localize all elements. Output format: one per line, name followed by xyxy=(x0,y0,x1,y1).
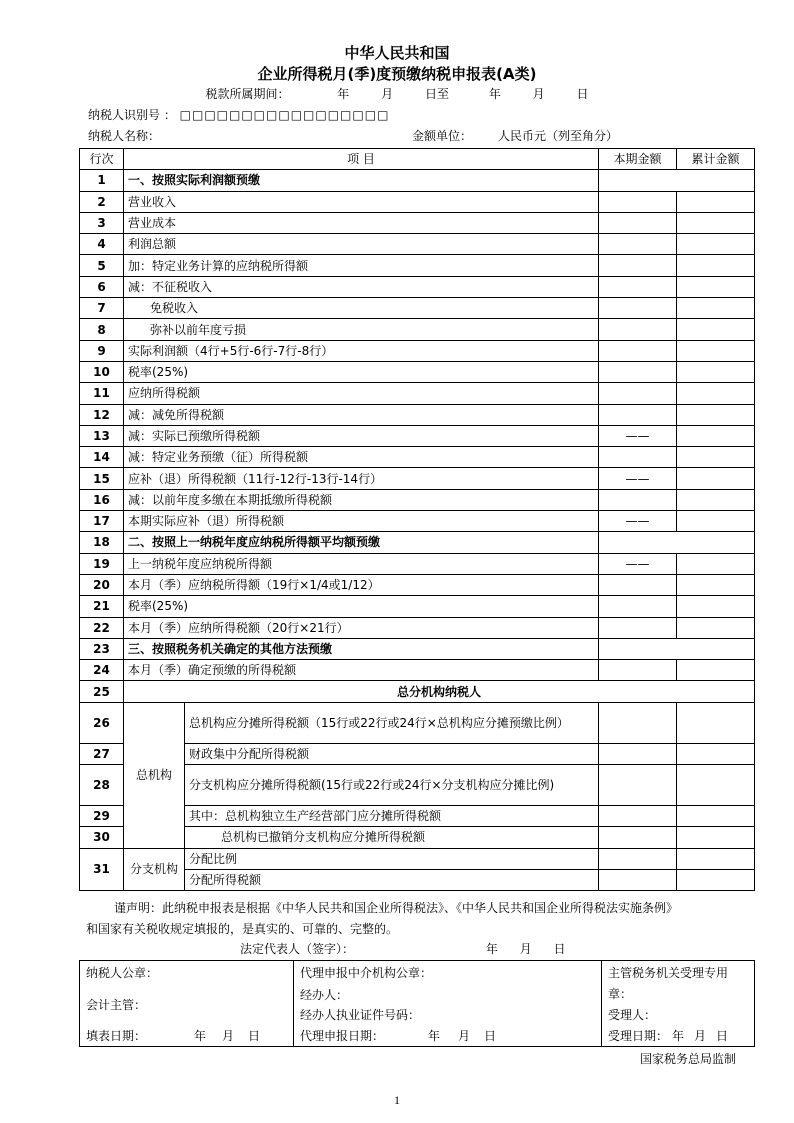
line-no: 2 xyxy=(80,191,124,212)
line-no: 10 xyxy=(80,361,124,382)
branch-group-label: 分支机构 xyxy=(124,848,185,891)
row-label: 分支机构应分摊所得税额(15行或22行或24行×分支机构应分摊比例) xyxy=(185,765,599,806)
current-amount-cell[interactable] xyxy=(599,848,677,869)
cumulative-amount-cell[interactable] xyxy=(677,425,755,446)
row-label: 本月（季）确定预缴的所得税额 xyxy=(124,660,599,681)
cumulative-amount-cell[interactable] xyxy=(677,848,755,869)
table-row xyxy=(80,511,755,532)
current-amount-cell[interactable] xyxy=(599,702,677,743)
line-no: 28 xyxy=(80,765,124,806)
current-amount-cell[interactable] xyxy=(599,596,677,617)
accept-date-month: 月 xyxy=(694,1029,707,1043)
table-row xyxy=(80,660,755,681)
authority-seal-label-line2: 章： xyxy=(608,987,633,1001)
table-row xyxy=(80,212,755,233)
row-label: 营业成本 xyxy=(124,212,599,233)
current-amount-cell[interactable] xyxy=(599,617,677,638)
amount-unit-label: 金额单位： xyxy=(412,129,473,143)
line-no: 1 xyxy=(80,170,124,191)
accept-date-year: 年 xyxy=(672,1029,685,1043)
table-row xyxy=(80,425,755,446)
amount-unit-value: 人民币元（列至角分） xyxy=(498,129,619,143)
table-row xyxy=(80,702,755,743)
declaration-line1: 谨声明：此纳税申报表是根据《中华人民共和国企业所得税法》、《中华人民共和国企业所得税法实施条例》 xyxy=(114,901,679,915)
section-heading: 总分机构纳税人 xyxy=(124,681,755,702)
line-no: 16 xyxy=(80,489,124,510)
table-row xyxy=(80,191,755,212)
legal-rep-signature xyxy=(240,940,584,957)
cumulative-amount-cell[interactable] xyxy=(677,806,755,827)
current-amount-cell[interactable] xyxy=(599,806,677,827)
row-label: 一、按照实际利润额预缴 xyxy=(124,170,599,191)
row-label: 减：特定业务预缴（征）所得税额 xyxy=(124,447,599,468)
form-title-line1: 中华人民共和国 xyxy=(344,44,450,62)
section-blank xyxy=(599,532,755,553)
cumulative-amount-cell[interactable] xyxy=(677,511,755,532)
line-no: 7 xyxy=(80,298,124,319)
cumulative-amount-cell[interactable] xyxy=(677,765,755,806)
line-no: 31 xyxy=(80,848,124,891)
cumulative-amount-cell[interactable] xyxy=(677,447,755,468)
hq-group-label: 总机构 xyxy=(124,702,185,848)
section-blank xyxy=(599,638,755,659)
current-amount-cell[interactable] xyxy=(599,255,677,276)
signature-date xyxy=(486,942,584,956)
taxpayer-id-boxes[interactable]: □□□□□□□□□□□□□□□□□ xyxy=(179,108,390,122)
header-item: 项 目 xyxy=(124,149,599,170)
current-amount-cell[interactable] xyxy=(599,743,677,764)
row-label: 其中：总机构独立生产经营部门应分摊所得税额 xyxy=(185,806,599,827)
handler-label: 经办人： xyxy=(300,988,349,1002)
line-no: 15 xyxy=(80,468,124,489)
row-label: 免税收入 xyxy=(124,298,599,319)
table-row xyxy=(80,319,755,340)
row-label: 应纳所得税额 xyxy=(124,383,599,404)
accept-date-label: 受理日期： xyxy=(608,1029,669,1043)
current-amount-cell[interactable] xyxy=(599,574,677,595)
form-title-line2: 企业所得税月(季)度预缴纳税申报表(A类) xyxy=(257,65,537,83)
row-label: 减：以前年度多缴在本期抵缴所得税额 xyxy=(124,489,599,510)
cumulative-amount-cell[interactable] xyxy=(677,660,755,681)
agency-date-day: 日 xyxy=(484,1029,497,1043)
current-amount-cell[interactable] xyxy=(599,276,677,297)
cumulative-amount-cell[interactable] xyxy=(677,596,755,617)
line-no: 14 xyxy=(80,447,124,468)
period-month-end: 月 xyxy=(532,87,545,101)
line-no: 4 xyxy=(80,234,124,255)
table-row xyxy=(80,617,755,638)
page-number: 1 xyxy=(394,1093,400,1107)
row-label: 利润总额 xyxy=(124,234,599,255)
taxpayer-seal-label: 纳税人公章： xyxy=(86,966,159,980)
accept-date-day: 日 xyxy=(716,1029,729,1043)
line-no: 8 xyxy=(80,319,124,340)
line-no: 9 xyxy=(80,340,124,361)
agency-date-month: 月 xyxy=(458,1029,471,1043)
cumulative-amount-cell[interactable] xyxy=(677,468,755,489)
current-amount-cell: —— xyxy=(599,511,677,532)
line-no: 22 xyxy=(80,617,124,638)
cumulative-amount-cell[interactable] xyxy=(677,702,755,743)
line-no: 11 xyxy=(80,383,124,404)
row-label: 实际利润额（4行+5行-6行-7行-8行） xyxy=(124,340,599,361)
row-label: 上一纳税年度应纳税所得额 xyxy=(124,553,599,574)
taxpayer-sign-cell[interactable] xyxy=(80,961,294,1047)
table-row xyxy=(80,596,755,617)
accountant-label: 会计主管： xyxy=(86,998,147,1012)
period-year-start: 年 xyxy=(337,87,350,101)
current-amount-cell[interactable] xyxy=(599,447,677,468)
cumulative-amount-cell[interactable] xyxy=(677,574,755,595)
line-no: 23 xyxy=(80,638,124,659)
row-label: 本期实际应补（退）所得税额 xyxy=(124,511,599,532)
taxpayer-name[interactable]: 纳税人名称： xyxy=(88,129,161,143)
period-month-start: 月 xyxy=(381,87,394,101)
cumulative-amount-cell[interactable] xyxy=(677,255,755,276)
amount-unit xyxy=(412,127,618,144)
row-label: 减：实际已预缴所得税额 xyxy=(124,425,599,446)
row-label: 总机构已撤销分支机构应分摊所得税额 xyxy=(185,827,599,848)
table-row xyxy=(80,404,755,425)
current-amount-cell[interactable] xyxy=(599,660,677,681)
agency-sign-cell[interactable] xyxy=(294,961,602,1047)
fill-date-month: 月 xyxy=(222,1029,235,1043)
declaration-table xyxy=(79,148,755,891)
row-label: 减：减免所得税额 xyxy=(124,404,599,425)
current-amount-cell[interactable] xyxy=(599,827,677,848)
line-no: 29 xyxy=(80,806,124,827)
period-year-end: 年 xyxy=(488,87,501,101)
current-amount-cell: —— xyxy=(599,425,677,446)
line-no: 6 xyxy=(80,276,124,297)
fill-date-day: 日 xyxy=(248,1029,261,1043)
declaration-line2: 和国家有关税收规定填报的，是真实的、可靠的、完整的。 xyxy=(86,922,399,936)
table-row xyxy=(80,298,755,319)
cumulative-amount-cell[interactable] xyxy=(677,869,755,890)
cumulative-amount-cell[interactable] xyxy=(677,489,755,510)
line-no: 3 xyxy=(80,212,124,233)
row-label: 二、按照上一纳税年度应纳税所得额平均额预缴 xyxy=(124,532,599,553)
current-amount-cell[interactable] xyxy=(599,212,677,233)
row-label: 本月（季）应纳所得税额（20行×21行） xyxy=(124,617,599,638)
cumulative-amount-cell[interactable] xyxy=(677,340,755,361)
cumulative-amount-cell[interactable] xyxy=(677,298,755,319)
period-label: 税款所属期间： xyxy=(205,87,290,101)
receiver-label: 受理人： xyxy=(608,1008,657,1022)
row-label: 营业收入 xyxy=(124,191,599,212)
cumulative-amount-cell[interactable] xyxy=(677,383,755,404)
line-no: 21 xyxy=(80,596,124,617)
line-no: 20 xyxy=(80,574,124,595)
row-label: 分配所得税额 xyxy=(185,869,599,890)
line-no: 30 xyxy=(80,827,124,848)
cumulative-amount-cell[interactable] xyxy=(677,743,755,764)
current-amount-cell[interactable] xyxy=(599,298,677,319)
supervisor-note: 国家税务总局监制 xyxy=(640,1052,737,1066)
row-label: 本月（季）应纳税所得额（19行×1/4或1/12） xyxy=(124,574,599,595)
cumulative-amount-cell[interactable] xyxy=(677,212,755,233)
table-row xyxy=(80,361,755,382)
table-row xyxy=(80,468,755,489)
current-amount-cell[interactable] xyxy=(599,319,677,340)
line-no: 12 xyxy=(80,404,124,425)
table-row xyxy=(80,383,755,404)
table-row xyxy=(80,532,755,553)
cumulative-amount-cell[interactable] xyxy=(677,276,755,297)
row-label: 财政集中分配所得税额 xyxy=(185,743,599,764)
line-no: 5 xyxy=(80,255,124,276)
current-amount-cell[interactable] xyxy=(599,765,677,806)
authority-seal-label-line1: 主管税务机关受理专用 xyxy=(608,966,729,980)
line-no: 26 xyxy=(80,702,124,743)
cumulative-amount-cell[interactable] xyxy=(677,234,755,255)
table-row xyxy=(80,234,755,255)
current-amount-cell[interactable] xyxy=(599,869,677,890)
row-label: 三、按照税务机关确定的其他方法预缴 xyxy=(124,638,599,659)
section-blank xyxy=(599,170,755,191)
authority-cell[interactable] xyxy=(602,961,755,1047)
taxpayer-id-label: 纳税人识别号 ： xyxy=(88,108,176,122)
row-label: 弥补以前年度亏损 xyxy=(124,319,599,340)
row-label: 税率(25%) xyxy=(124,596,599,617)
current-amount-cell[interactable] xyxy=(599,234,677,255)
handler-cert-label: 经办人执业证件号码： xyxy=(300,1008,421,1022)
table-row xyxy=(80,276,755,297)
signature-table xyxy=(79,960,755,1047)
agency-seal-label: 代理申报中介机构公章： xyxy=(300,966,433,980)
line-no: 17 xyxy=(80,511,124,532)
cumulative-amount-cell[interactable] xyxy=(677,361,755,382)
row-label: 分配比例 xyxy=(185,848,599,869)
cumulative-amount-cell[interactable] xyxy=(677,191,755,212)
table-row xyxy=(80,553,755,574)
current-amount-cell: —— xyxy=(599,468,677,489)
current-amount-cell[interactable] xyxy=(599,404,677,425)
current-amount-cell[interactable] xyxy=(599,361,677,382)
line-no: 13 xyxy=(80,425,124,446)
table-row xyxy=(80,340,755,361)
table-row xyxy=(80,681,755,702)
current-amount-cell: —— xyxy=(599,553,677,574)
cumulative-amount-cell[interactable] xyxy=(677,827,755,848)
cumulative-amount-cell[interactable] xyxy=(677,553,755,574)
line-no: 24 xyxy=(80,660,124,681)
signature-day: 日 xyxy=(553,942,566,956)
line-no: 27 xyxy=(80,743,124,764)
current-amount-cell[interactable] xyxy=(599,383,677,404)
row-label: 应补（退）所得税额（11行-12行-13行-14行） xyxy=(124,468,599,489)
cumulative-amount-cell[interactable] xyxy=(677,404,755,425)
agency-date-label: 代理申报日期： xyxy=(300,1029,385,1043)
table-row xyxy=(80,638,755,659)
tax-period xyxy=(0,85,794,102)
row-label: 总机构应分摊所得税额（15行或22行或24行×总机构应分摊预缴比例） xyxy=(185,702,599,743)
table-header-row xyxy=(80,149,755,170)
agency-date-year: 年 xyxy=(428,1029,441,1043)
line-no: 25 xyxy=(80,681,124,702)
current-amount-cell[interactable] xyxy=(599,489,677,510)
row-label: 加：特定业务计算的应纳税所得额 xyxy=(124,255,599,276)
taxpayer-id xyxy=(88,106,389,123)
current-amount-cell[interactable] xyxy=(599,191,677,212)
current-amount-cell[interactable] xyxy=(599,340,677,361)
table-row xyxy=(80,170,755,191)
period-day-start: 日至 xyxy=(424,87,449,101)
header-current: 本期金额 xyxy=(599,149,677,170)
period-day-end: 日 xyxy=(576,87,589,101)
header-cumulative: 累计金额 xyxy=(677,149,755,170)
table-row xyxy=(80,848,755,869)
signature-year: 年 xyxy=(485,942,498,956)
table-row xyxy=(80,255,755,276)
line-no: 18 xyxy=(80,532,124,553)
row-label: 减：不征税收入 xyxy=(124,276,599,297)
fill-date-year: 年 xyxy=(194,1029,207,1043)
table-row xyxy=(80,489,755,510)
fill-date-label: 填表日期： xyxy=(86,1029,147,1043)
header-line-no: 行次 xyxy=(80,149,124,170)
declaration-statement xyxy=(86,898,756,940)
line-no: 19 xyxy=(80,553,124,574)
cumulative-amount-cell[interactable] xyxy=(677,617,755,638)
legal-rep-label[interactable]: 法定代表人（签字）： xyxy=(240,942,355,956)
table-row xyxy=(80,447,755,468)
table-row xyxy=(80,574,755,595)
row-label: 税率(25%) xyxy=(124,361,599,382)
signature-month: 月 xyxy=(519,942,532,956)
cumulative-amount-cell[interactable] xyxy=(677,319,755,340)
